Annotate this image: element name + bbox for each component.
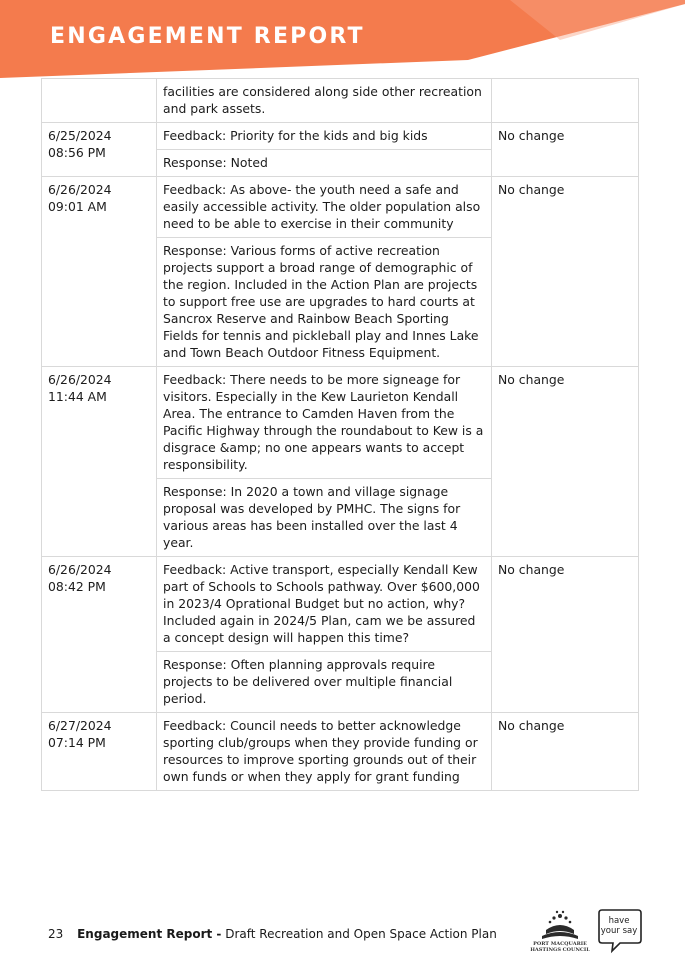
- feedback-table: [41, 78, 639, 791]
- footer-report-label: Engagement Report -: [77, 927, 222, 941]
- table-row: [42, 177, 639, 238]
- outcome-cell: No change: [492, 367, 639, 557]
- outcome-cell: No change: [492, 713, 639, 791]
- feedback-cell: Feedback: Council needs to better acknowledge sporting club/groups when they provide funding or resources to improve sporting grounds out of their own funds or when they apply for grant funding: [157, 713, 492, 791]
- table-row: [42, 79, 639, 123]
- date-cell: 6/26/2024 11:44 AM: [42, 367, 157, 557]
- response-cell: Response: In 2020 a town and village signage proposal was developed by PMHC. The signs for various areas has been installed over the last 4 year.: [157, 479, 492, 557]
- feedback-cell: Feedback: Priority for the kids and big kids: [157, 123, 492, 150]
- feedback-cell: Feedback: Active transport, especially Kendall Kew part of Schools to Schools pathway. Over $600,000 in 2023/4 Oprational Budget but no action, why? Included again in 2024/5 Plan, cam we be assured a concept design will happen this time?: [157, 557, 492, 652]
- have-your-say-logo: [596, 906, 644, 954]
- council-logo: [528, 908, 592, 958]
- council-name: PORT MACQUARIE HASTINGS COUNCIL: [530, 941, 590, 953]
- response-cell: Response: Various forms of active recreation projects support a broad range of demographic of the region. Included in the Action Plan are projects to support free use are upgrades to hard courts at Sancrox Reserve and Rainbow Beach Sporting Fields for tennis and pickleball play and Innes Lake and Town Beach Outdoor Fitness Equipment.: [157, 238, 492, 367]
- feedback-cell: Feedback: There needs to be more signeage for visitors. Especially in the Kew Laurieton Kendall Area. The entrance to Camden Haven from the Pacific Highway through the roundabout to Kew is a disgrace &amp; no one appears wants to accept responsibility.: [157, 367, 492, 479]
- table-row: [42, 557, 639, 652]
- response-cell: Response: Often planning approvals require projects to be delivered over multiple financial period.: [157, 652, 492, 713]
- page-title: ENGAGEMENT REPORT: [50, 24, 365, 49]
- date-cell: 6/26/2024 09:01 AM: [42, 177, 157, 367]
- continued-text-cell: facilities are considered along side other recreation and park assets.: [157, 79, 492, 123]
- page-number: 23: [48, 927, 64, 941]
- date-cell: 6/26/2024 08:42 PM: [42, 557, 157, 713]
- outcome-cell: No change: [492, 557, 639, 713]
- response-cell: Response: Noted: [157, 150, 492, 177]
- table-row: [42, 713, 639, 791]
- outcome-cell: No change: [492, 123, 639, 177]
- have-your-say-text: have your say: [600, 916, 638, 936]
- date-cell: 6/25/2024 08:56 PM: [42, 123, 157, 177]
- page-footer: [48, 927, 497, 941]
- outcome-cell: No change: [492, 177, 639, 367]
- outcome-cell: [492, 79, 639, 123]
- header-banner: [0, 0, 685, 78]
- date-cell: 6/27/2024 07:14 PM: [42, 713, 157, 791]
- footer-document-title: Draft Recreation and Open Space Action Plan: [221, 927, 497, 941]
- table-row: [42, 123, 639, 150]
- date-cell: [42, 79, 157, 123]
- feedback-cell: Feedback: As above- the youth need a safe and easily accessible activity. The older population also need to be able to exercise in their community: [157, 177, 492, 238]
- council-emblem-icon: [528, 908, 592, 942]
- table-row: [42, 367, 639, 479]
